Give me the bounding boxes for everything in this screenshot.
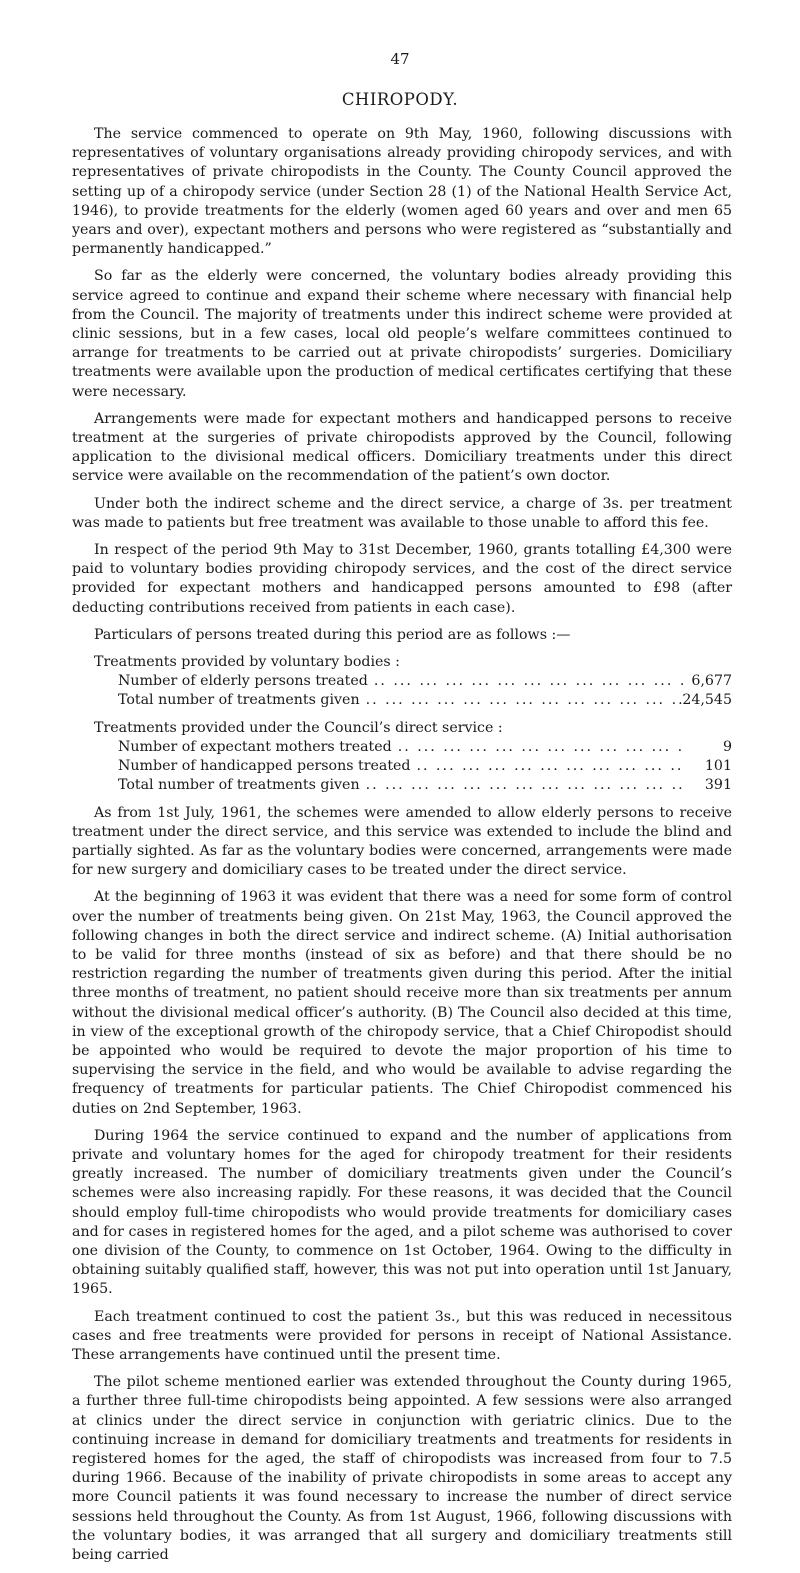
paragraph: So far as the elderly were concerned, the voluntary bodies already providing this service agreed to continue and expand their scheme where necessary with financial help from the Council. The majority of treatments under this indirect scheme were provided at clinic sessions, but in a few cases, local old people’s welfare committees continued to arrange for treatments to be carried out at private chiropodists’ surgeries. Domiciliary treatments were available upon the production of medical certificates certifying that these were necessary. bbox=[72, 268, 732, 400]
section-heading: CHIROPODY. bbox=[341, 90, 459, 109]
table-row bbox=[118, 738, 732, 757]
table-row bbox=[118, 691, 732, 710]
paragraph: Particulars of persons treated during this period are as follows :— bbox=[94, 626, 571, 643]
row-label: Total number of treatments given bbox=[118, 777, 360, 794]
row-label: Number of expectant mothers treated bbox=[118, 738, 392, 755]
paragraph: At the beginning of 1963 it was evident that there was a need for some form of control over the number of treatments being given. On 21st May, 1963, the Council approved the following changes in both the direct service and indirect scheme. (A) Initial authorisation to be valid for three months (instead of six as before) and that there should be no restriction regarding the number of treatments given during this period. After the initial three months of treatment, no patient should receive more than six treatments per annum without the divisional medical officer’s authority. (B) The Council also decided at this time, in view of the exceptional growth of the chiropody service, that a Chief Chiropodist should be appointed who would be required to devote the major proportion of his time to supervising the service in the field, and who would be available to advise regarding the frequency of treatments for particular patients. The Chief Chiropodist commenced his duties on 2nd September, 1963. bbox=[72, 889, 732, 1117]
table-heading: Treatments provided under the Council’s direct service : bbox=[94, 719, 503, 736]
table-heading: Treatments provided by voluntary bodies : bbox=[94, 654, 400, 671]
leader-dots bbox=[368, 672, 684, 691]
paragraph: As from 1st July, 1961, the schemes were amended to allow elderly persons to receive treatment under the direct service, and this service was extended to include the blind and partially sighted. As far as the voluntary bodies were concerned, arrangements were made for new surgery and domiciliary cases to be treated under the direct service. bbox=[72, 804, 732, 879]
row-value: 9 bbox=[722, 738, 732, 755]
document-body bbox=[72, 125, 732, 1573]
leader-dots bbox=[360, 691, 683, 710]
table-row bbox=[118, 672, 732, 691]
paragraph: In respect of the period 9th May to 31st December, 1960, grants totalling £4,300 were paid to voluntary bodies providing chiropody services, and the cost of the direct service provided for expectant mothers and handicapped persons amounted to £98 (after deducting contributions received from patients in each case). bbox=[72, 542, 732, 616]
leader-dots bbox=[360, 776, 684, 795]
table-row bbox=[118, 757, 732, 776]
row-value: 391 bbox=[704, 777, 732, 794]
paragraph: During 1964 the service continued to expand and the number of applications from private and voluntary homes for the aged for chiropody treatment for their residents greatly increased. The number of domiciliary treatments given under the Council’s schemes were also increasing rapidly. For these reasons, it was decided that the Council should employ full-time chiropodists who would provide treatments for domiciliary cases and for cases in registered homes for the aged, and a pilot scheme was authorised to cover one division of the County, to commence on 1st October, 1964. Owing to the difficulty in obtaining suitably qualified staff, however, this was not put into operation until 1st January, 1965. bbox=[72, 1127, 732, 1298]
page-number: 47 bbox=[390, 50, 410, 68]
row-value: 6,677 bbox=[691, 673, 732, 690]
row-value: 24,545 bbox=[682, 692, 732, 709]
row-label: Number of handicapped persons treated bbox=[118, 758, 411, 775]
row-label: Total number of treatments given bbox=[118, 692, 360, 709]
paragraph: Each treatment continued to cost the patient 3s., but this was reduced in necessitous cases and free treatments were provided for persons in receipt of National Assistance. These arrangements have continued until the present time. bbox=[72, 1308, 732, 1363]
voluntary-treatments-table bbox=[72, 653, 732, 711]
row-value: 101 bbox=[704, 758, 732, 775]
paragraph: The service commenced to operate on 9th May, 1960, following discussions with representatives of voluntary organisations already providing chiropody services, and with representatives of private chiropodists in the County. The County Council approved the setting up of a chiropody service (under Section 28 (1) of the National Health Service Act, 1946), to provide treatments for the elderly (women aged 60 years and over and men 65 years and over), expectant mothers and persons who were registered as “substantially and permanently handicapped.” bbox=[72, 126, 732, 258]
table-row bbox=[118, 776, 732, 795]
paragraph: The pilot scheme mentioned earlier was extended throughout the County during 1965, a further three full-time chiropodists being appointed. A few sessions were also arranged at clinics under the direct service in conjunction with geriatric clinics. Due to the continuing increase in demand for domiciliary treatments and treatments for residents in registered homes for the aged, the staff of chiropodists was increased from four to 7.5 during 1966. Because of the inability of private chiropodists in some areas to accept any more Council patients it was found necessary to increase the number of direct service sessions held throughout the County. As from 1st August, 1966, following discussions with the voluntary bodies, it was arranged that all surgery and domiciliary treatments still being carried bbox=[72, 1374, 732, 1564]
paragraph: Arrangements were made for expectant mothers and handicapped persons to receive treatment at the surgeries of private chiropodists approved by the Council, following application to the divisional medical officers. Domiciliary treatments under this direct service were available on the recommendation of the patient’s own doctor. bbox=[72, 410, 732, 485]
paragraph: Under both the indirect scheme and the direct service, a charge of 3s. per treatment was made to patients but free treatment was available to those unable to afford this fee. bbox=[72, 495, 732, 531]
leader-dots bbox=[392, 738, 684, 757]
direct-service-table bbox=[72, 719, 732, 796]
leader-dots bbox=[411, 757, 684, 776]
row-label: Number of elderly persons treated bbox=[118, 673, 368, 690]
